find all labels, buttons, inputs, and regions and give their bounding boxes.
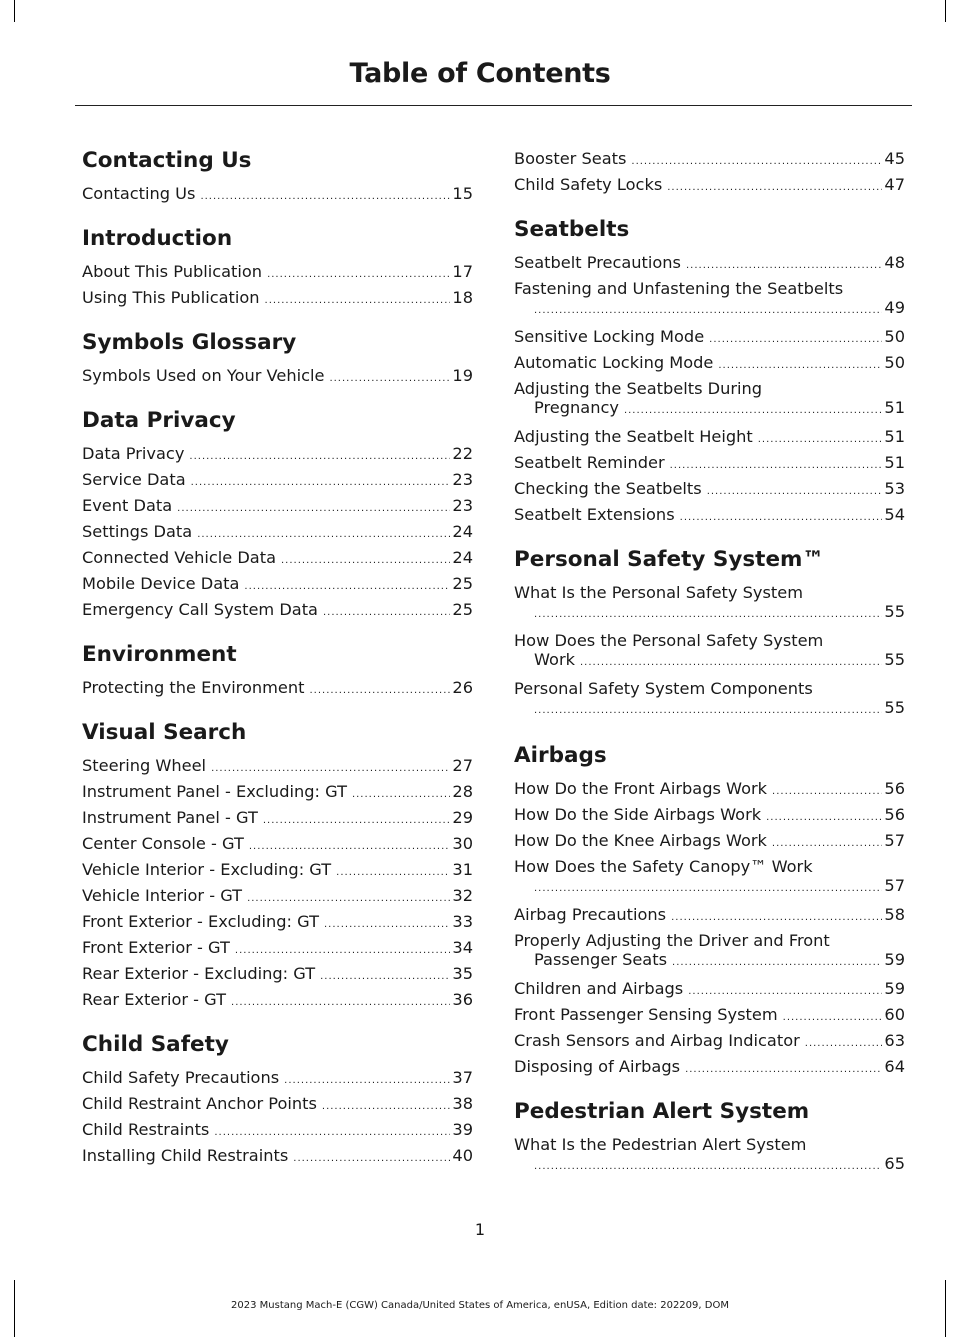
- entry-page-number: 19: [452, 366, 473, 385]
- entry-page-number: 59: [884, 979, 905, 998]
- leader-dots: [267, 262, 450, 288]
- entry-page-number: 34: [452, 938, 473, 957]
- entry-page-number: 50: [884, 327, 905, 346]
- entry-page-number: 45: [884, 149, 905, 168]
- toc-entry-link[interactable]: [82, 493, 473, 519]
- leader-dots: [805, 1031, 883, 1057]
- toc-entry-link[interactable]: [514, 376, 905, 424]
- section-heading: Data Privacy: [82, 408, 236, 433]
- toc-entry-link[interactable]: [82, 1143, 473, 1169]
- entry-page-number: 40: [452, 1146, 473, 1165]
- toc-entry-link[interactable]: [82, 1065, 473, 1091]
- entry-page-number: 37: [452, 1068, 473, 1087]
- section-heading: Environment: [82, 642, 237, 667]
- toc-entry-link[interactable]: [82, 909, 473, 935]
- entry-label: Installing Child Restraints: [82, 1146, 289, 1165]
- entry-label: Front Exterior - Excluding: GT: [82, 912, 319, 931]
- section-heading: Contacting Us: [82, 148, 252, 173]
- entry-page-number: 30: [452, 834, 473, 853]
- entry-page-number: 56: [884, 805, 905, 824]
- leader-dots: [671, 905, 882, 931]
- toc-left-column: [82, 146, 473, 1186]
- leader-dots: [766, 805, 882, 831]
- toc-entry-link[interactable]: [82, 467, 473, 493]
- toc-entry-link[interactable]: [82, 987, 473, 1013]
- entry-page-number: 60: [884, 1005, 905, 1024]
- leader-dots: [281, 548, 450, 574]
- toc-section-child-safety: [82, 1030, 473, 1169]
- entry-page-number: 24: [452, 548, 473, 567]
- toc-section-contacting-us: [82, 146, 473, 207]
- entry-label: Connected Vehicle Data: [82, 548, 276, 567]
- section-heading: Visual Search: [82, 720, 247, 745]
- toc-entry-link[interactable]: [514, 424, 905, 450]
- toc-entry-link[interactable]: [82, 805, 473, 831]
- toc-entry-link[interactable]: [514, 676, 905, 724]
- entry-label: Crash Sensors and Airbag Indicator: [514, 1031, 800, 1050]
- entry-label: How Does the Safety Canopy™ Work: [514, 857, 813, 876]
- entry-label: Rear Exterior - GT: [82, 990, 227, 1009]
- entry-label: Disposing of Airbags: [514, 1057, 681, 1076]
- entry-page-number: 55: [884, 698, 905, 717]
- entry-label: Contacting Us: [82, 184, 196, 203]
- entry-page-number: 26: [452, 678, 473, 697]
- leader-dots: [686, 253, 882, 279]
- toc-section-data-privacy: [82, 406, 473, 623]
- entry-label: Steering Wheel: [82, 756, 207, 775]
- toc-entry-link[interactable]: [514, 928, 905, 976]
- entry-page-number: 39: [452, 1120, 473, 1139]
- toc-entry-link[interactable]: [514, 1028, 905, 1054]
- toc-entry-link[interactable]: [514, 502, 905, 528]
- leader-dots: [322, 1094, 451, 1120]
- entry-label: How Do the Front Airbags Work: [514, 779, 768, 798]
- entry-page-number: 24: [452, 522, 473, 541]
- entry-page-number: 63: [884, 1031, 905, 1050]
- entry-label: Rear Exterior - Excluding: GT: [82, 964, 316, 983]
- toc-entry-link[interactable]: [514, 276, 905, 324]
- entry-label: Front Passenger Sensing System: [514, 1005, 778, 1024]
- entry-label: Fastening and Unfastening the Seatbelts: [514, 279, 844, 298]
- entry-page-number: 35: [452, 964, 473, 983]
- entry-page-number: 27: [452, 756, 473, 775]
- leader-dots: [336, 860, 450, 886]
- entry-label: What Is the Pedestrian Alert System: [514, 1135, 807, 1154]
- entry-label: Child Restraint Anchor Points: [82, 1094, 317, 1113]
- toc-entry-link[interactable]: [514, 802, 905, 828]
- leader-dots: [263, 808, 451, 834]
- toc-entry-link[interactable]: [82, 675, 473, 701]
- toc-section-pedestrian-alert-system: [514, 1097, 905, 1180]
- toc-entry-link[interactable]: [82, 935, 473, 961]
- entry-label: Properly Adjusting the Driver and Front: [514, 931, 830, 950]
- entry-label: Seatbelt Precautions: [514, 253, 681, 272]
- entry-label: Center Console - GT: [82, 834, 244, 853]
- toc-section-continued: [514, 146, 905, 198]
- entry-page-number: 49: [884, 298, 905, 317]
- toc-entry-link[interactable]: [82, 779, 473, 805]
- entry-label: Event Data: [82, 496, 173, 515]
- toc-entry-link[interactable]: [82, 597, 473, 623]
- leader-dots: [191, 470, 451, 496]
- entry-label: Instrument Panel - GT: [82, 808, 258, 827]
- entry-page-number: 31: [452, 860, 473, 879]
- entry-page-number: 65: [884, 1154, 905, 1173]
- toc-entry-link[interactable]: [514, 854, 905, 902]
- toc-section-visual-search: [82, 718, 473, 1013]
- toc-entry-link[interactable]: [514, 976, 905, 1002]
- section-heading: Airbags: [514, 743, 607, 768]
- toc-entry-link[interactable]: [82, 831, 473, 857]
- entry-page-number: 50: [884, 353, 905, 372]
- toc-entry-link[interactable]: [514, 828, 905, 854]
- entry-page-number: 57: [884, 876, 905, 895]
- entry-label: Instrument Panel - Excluding: GT: [82, 782, 347, 801]
- title-divider: [75, 105, 912, 106]
- crop-mark-top-right: [945, 0, 946, 22]
- entry-page-number: 55: [884, 602, 905, 621]
- entry-label: Sensitive Locking Mode: [514, 327, 705, 346]
- toc-entry-link[interactable]: [82, 883, 473, 909]
- section-heading: Child Safety: [82, 1032, 229, 1057]
- entry-label: Data Privacy: [82, 444, 185, 463]
- leader-dots: [177, 496, 450, 522]
- entry-page-number: 38: [452, 1094, 473, 1113]
- entry-page-number: 29: [452, 808, 473, 827]
- toc-entry-link[interactable]: [514, 350, 905, 376]
- entry-label: Vehicle Interior - Excluding: GT: [82, 860, 332, 879]
- entry-label: Child Restraints: [82, 1120, 210, 1139]
- leader-dots: [758, 427, 883, 453]
- entry-label: Children and Airbags: [514, 979, 684, 998]
- entry-page-number: 51: [884, 427, 905, 446]
- entry-label: Front Exterior - GT: [82, 938, 230, 957]
- entry-page-number: 53: [884, 479, 905, 498]
- toc-entry-link[interactable]: [514, 476, 905, 502]
- entry-label: What Is the Personal Safety System: [514, 583, 803, 602]
- leader-dots: [231, 990, 450, 1016]
- leader-dots: [323, 600, 450, 626]
- entry-label: Child Safety Locks: [514, 175, 663, 194]
- entry-page-number: 47: [884, 175, 905, 194]
- entry-label: Symbols Used on Your Vehicle: [82, 366, 325, 385]
- leader-dots: [631, 149, 882, 175]
- entry-label: Emergency Call System Data: [82, 600, 318, 619]
- leader-dots: [534, 605, 882, 624]
- entry-label: Child Safety Precautions: [82, 1068, 280, 1087]
- entry-label: Automatic Locking Mode: [514, 353, 714, 372]
- entry-label: How Does the Personal Safety System: [514, 631, 824, 650]
- entry-page-number: 51: [884, 453, 905, 472]
- entry-page-number: 23: [452, 496, 473, 515]
- entry-page-number: 36: [452, 990, 473, 1009]
- leader-dots: [534, 301, 882, 320]
- leader-dots: [189, 444, 450, 470]
- toc-entry-link[interactable]: [514, 1054, 905, 1080]
- entry-label: Personal Safety System Components: [514, 679, 813, 698]
- leader-dots: [772, 779, 882, 805]
- leader-dots: [772, 831, 883, 857]
- entry-page-number: 25: [452, 600, 473, 619]
- toc-entry-link[interactable]: [514, 172, 905, 198]
- toc-entry-link[interactable]: [82, 1117, 473, 1143]
- leader-dots: [329, 366, 450, 392]
- toc-entry-link[interactable]: [82, 961, 473, 987]
- entry-page-number: 25: [452, 574, 473, 593]
- toc-entry-link[interactable]: [514, 324, 905, 350]
- leader-dots: [309, 678, 450, 704]
- entry-label: Using This Publication: [82, 288, 260, 307]
- entry-label: How Do the Knee Airbags Work: [514, 831, 767, 850]
- entry-page-number: 18: [452, 288, 473, 307]
- entry-page-number: 22: [452, 444, 473, 463]
- toc-entry-link[interactable]: [82, 1091, 473, 1117]
- entry-label: How Do the Side Airbags Work: [514, 805, 762, 824]
- toc-entry-link[interactable]: [82, 285, 473, 311]
- section-heading: Introduction: [82, 226, 233, 251]
- entry-label-continued: Passenger Seats: [534, 950, 668, 969]
- entry-page-number: 59: [884, 950, 905, 969]
- leader-dots: [534, 879, 882, 898]
- toc-entry-link[interactable]: [82, 259, 473, 285]
- toc-entry-link[interactable]: [514, 902, 905, 928]
- leader-dots: [324, 912, 450, 938]
- toc-section-environment: [82, 640, 473, 701]
- toc-entry-link[interactable]: [514, 580, 905, 628]
- toc-entry-link[interactable]: [82, 181, 473, 207]
- entry-label: Adjusting the Seatbelt Height: [514, 427, 753, 446]
- entry-page-number: 33: [452, 912, 473, 931]
- leader-dots: [320, 964, 450, 990]
- entry-page-number: 32: [452, 886, 473, 905]
- entry-label: Seatbelt Reminder: [514, 453, 665, 472]
- toc-entry-link[interactable]: [82, 753, 473, 779]
- page-title: Table of Contents: [349, 58, 611, 89]
- section-heading: Pedestrian Alert System: [514, 1099, 810, 1124]
- leader-dots: [580, 653, 882, 672]
- toc-section-airbags: [514, 741, 905, 1080]
- leader-dots: [534, 1157, 882, 1176]
- leader-dots: [718, 353, 882, 379]
- leader-dots: [680, 505, 883, 531]
- section-heading: Seatbelts: [514, 217, 630, 242]
- crop-mark-top-left: [14, 0, 15, 22]
- toc-entry-link[interactable]: [82, 571, 473, 597]
- toc-entry-link[interactable]: [514, 776, 905, 802]
- entry-label: About This Publication: [82, 262, 263, 281]
- leader-dots: [624, 401, 882, 420]
- leader-dots: [667, 175, 882, 201]
- footer-edition-info: 2023 Mustang Mach-E (CGW) Canada/United States of America, enUSA, Edition date: 202209, DOM: [231, 1300, 729, 1311]
- toc-section-seatbelts: [514, 215, 905, 528]
- entry-page-number: 15: [452, 184, 473, 203]
- toc-entry-link[interactable]: [82, 363, 473, 389]
- leader-dots: [265, 288, 451, 314]
- entry-page-number: 56: [884, 779, 905, 798]
- entry-label-continued: Pregnancy: [534, 398, 619, 417]
- entry-page-number: 48: [884, 253, 905, 272]
- toc-entry-link[interactable]: [514, 450, 905, 476]
- entry-label-continued: Work: [534, 650, 575, 669]
- toc-entry-link[interactable]: [514, 1002, 905, 1028]
- entry-page-number: 51: [884, 398, 905, 417]
- entry-label: Airbag Precautions: [514, 905, 667, 924]
- entry-page-number: 57: [884, 831, 905, 850]
- entry-label: Booster Seats: [514, 149, 627, 168]
- leader-dots: [709, 327, 882, 353]
- entry-page-number: 55: [884, 650, 905, 669]
- entry-page-number: 64: [884, 1057, 905, 1076]
- leader-dots: [685, 1057, 882, 1083]
- entry-page-number: 28: [452, 782, 473, 801]
- toc-entry-link[interactable]: [82, 545, 473, 571]
- section-heading: Symbols Glossary: [82, 330, 297, 355]
- toc-entry-link[interactable]: [82, 519, 473, 545]
- entry-label: Mobile Device Data: [82, 574, 240, 593]
- toc-entry-link[interactable]: [514, 628, 905, 676]
- entry-label: Settings Data: [82, 522, 193, 541]
- leader-dots: [200, 184, 450, 210]
- toc-right-column: [514, 146, 905, 1197]
- toc-section-symbols-glossary: [82, 328, 473, 389]
- toc-section-introduction: [82, 224, 473, 311]
- leader-dots: [707, 479, 883, 505]
- toc-section-personal-safety-system: [514, 545, 905, 724]
- entry-label: Seatbelt Extensions: [514, 505, 675, 524]
- leader-dots: [352, 782, 450, 808]
- entry-page-number: 58: [884, 905, 905, 924]
- entry-label: Service Data: [82, 470, 186, 489]
- entry-page-number: 17: [452, 262, 473, 281]
- page-number: 1: [474, 1220, 486, 1239]
- leader-dots: [672, 953, 882, 972]
- entry-label: Protecting the Environment: [82, 678, 305, 697]
- entry-page-number: 23: [452, 470, 473, 489]
- toc-entry-link[interactable]: [514, 250, 905, 276]
- entry-label: Checking the Seatbelts: [514, 479, 702, 498]
- toc-entry-link[interactable]: [82, 441, 473, 467]
- toc-entry-link[interactable]: [514, 146, 905, 172]
- leader-dots: [534, 701, 882, 720]
- toc-entry-link[interactable]: [514, 1132, 905, 1180]
- entry-page-number: 54: [884, 505, 905, 524]
- toc-entry-link[interactable]: [82, 857, 473, 883]
- entry-label: Vehicle Interior - GT: [82, 886, 243, 905]
- section-heading: Personal Safety System™: [514, 547, 824, 572]
- leader-dots: [293, 1146, 450, 1172]
- entry-label: Adjusting the Seatbelts During: [514, 379, 763, 398]
